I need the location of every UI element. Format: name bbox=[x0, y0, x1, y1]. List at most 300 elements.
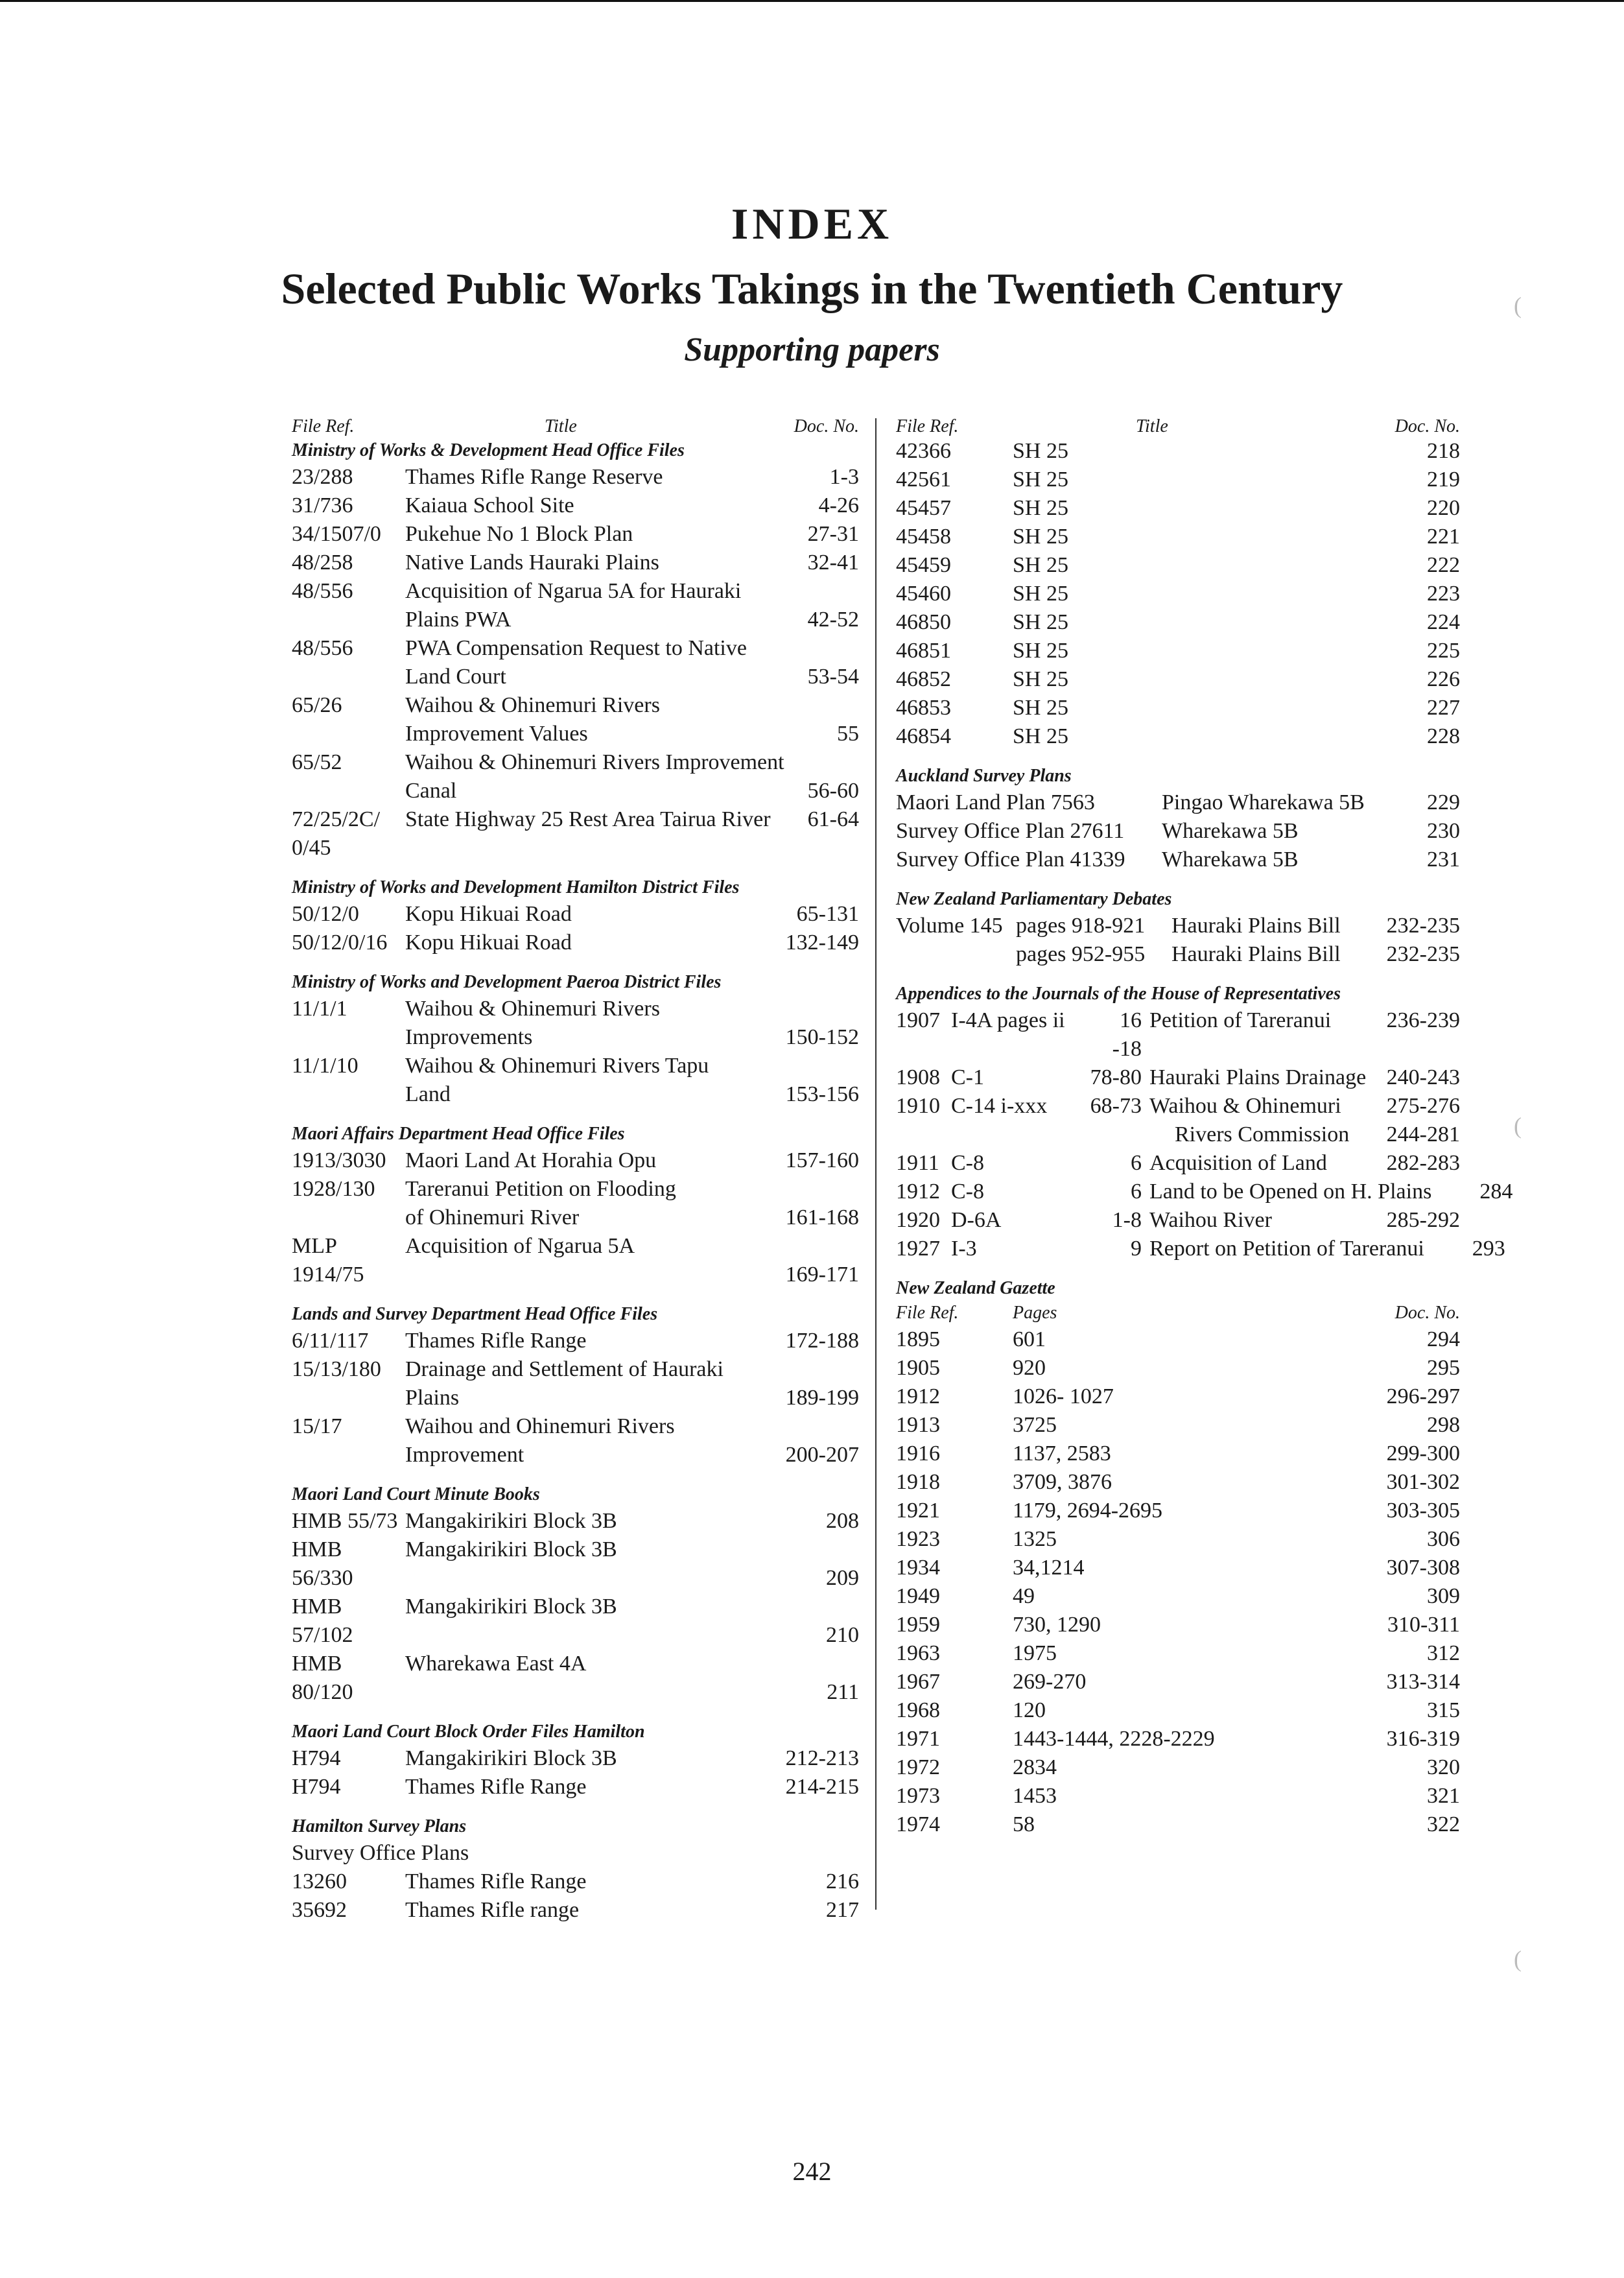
index-entry bbox=[292, 805, 859, 834]
pages: 2834 bbox=[1013, 1755, 1057, 1779]
index-entry bbox=[896, 1206, 1460, 1235]
page-range: 68-73 bbox=[1090, 1094, 1142, 1118]
entry-title-continued: Improvement bbox=[405, 1443, 524, 1467]
doc-number: 316-319 bbox=[1386, 1727, 1460, 1751]
index-entry bbox=[292, 1412, 859, 1441]
file-ref: 72/25/2C/ bbox=[292, 807, 381, 831]
doc-number: 315 bbox=[1427, 1698, 1460, 1722]
index-entry bbox=[292, 1146, 859, 1175]
index-entry bbox=[292, 995, 859, 1023]
year: 1949 bbox=[896, 1584, 940, 1608]
index-entry bbox=[292, 634, 859, 663]
scan-top-edge bbox=[0, 0, 1624, 2]
pages: pages 952-955 bbox=[1016, 942, 1146, 966]
doc-number: 223 bbox=[1427, 582, 1460, 606]
entry-title: Wharekawa East 4A bbox=[405, 1652, 587, 1676]
index-entry bbox=[896, 523, 1460, 551]
pages: 1179, 2694-2695 bbox=[1013, 1499, 1163, 1523]
index-entry bbox=[292, 1593, 859, 1650]
section-heading: Lands and Survey Department Head Office Files bbox=[292, 1304, 658, 1324]
doc-number: 217 bbox=[826, 1898, 859, 1922]
entry-title: Tareranui Petition on Flooding bbox=[405, 1177, 676, 1201]
year: 1908 bbox=[896, 1065, 940, 1089]
index-entry bbox=[896, 1696, 1460, 1725]
doc-number: 32-41 bbox=[807, 551, 859, 575]
doc-number: 208 bbox=[826, 1509, 859, 1533]
gazette-header bbox=[896, 1301, 1460, 1325]
index-entry bbox=[896, 494, 1460, 523]
file-ref: H794 bbox=[292, 1775, 341, 1799]
pages: 269-270 bbox=[1013, 1670, 1087, 1694]
index-entry-continued bbox=[292, 1384, 859, 1412]
doc-number: 296-297 bbox=[1386, 1384, 1460, 1408]
block-name: Wharekawa 5B bbox=[1162, 819, 1299, 843]
index-entry bbox=[896, 1006, 1460, 1063]
column-header bbox=[292, 409, 859, 437]
index-entry bbox=[896, 1611, 1460, 1639]
doc-number: 313-314 bbox=[1386, 1670, 1460, 1694]
file-ref: 48/556 bbox=[292, 579, 353, 603]
index-entry bbox=[896, 1468, 1460, 1497]
entry-title: SH 25 bbox=[1013, 468, 1068, 492]
paper-ref: C-1 bbox=[951, 1065, 984, 1089]
index-entry bbox=[292, 1327, 859, 1355]
index-entry bbox=[896, 1092, 1460, 1121]
doc-number: 219 bbox=[1427, 468, 1460, 492]
index-entry bbox=[896, 1725, 1460, 1753]
index-entry bbox=[896, 1354, 1460, 1382]
section-heading: Auckland Survey Plans bbox=[896, 766, 1072, 786]
year: 1918 bbox=[896, 1470, 940, 1494]
index-entry bbox=[292, 463, 859, 492]
entry-title: Hauraki Plains Bill bbox=[1171, 914, 1341, 938]
page-number: 242 bbox=[792, 2157, 832, 2186]
page-range: 6 bbox=[1131, 1180, 1142, 1204]
file-ref: 45458 bbox=[896, 525, 951, 549]
scan-mark: ( bbox=[1514, 1946, 1522, 1972]
year: 1934 bbox=[896, 1556, 940, 1580]
file-ref-blank bbox=[292, 1080, 405, 1109]
index-entry bbox=[896, 551, 1460, 580]
index-entry bbox=[292, 1650, 859, 1707]
pages: 1137, 2583 bbox=[1013, 1442, 1111, 1465]
entry-title: Waihou & Ohinemuri bbox=[1149, 1094, 1341, 1118]
doc-number: 55 bbox=[837, 722, 859, 746]
index-entry bbox=[292, 1773, 859, 1801]
index-entry bbox=[896, 1440, 1460, 1468]
index-entry bbox=[896, 1497, 1460, 1525]
col-header-doc: Doc. No. bbox=[1395, 416, 1460, 436]
entry-title: SH 25 bbox=[1013, 639, 1068, 663]
section-heading: Hamilton Survey Plans bbox=[292, 1816, 467, 1836]
entry-title: Waihou and Ohinemuri Rivers bbox=[405, 1414, 675, 1438]
section-heading: Appendices to the Journals of the House of Representatives bbox=[896, 984, 1341, 1004]
page-range: 78-80 bbox=[1090, 1065, 1142, 1089]
index-entry bbox=[292, 1355, 859, 1384]
file-ref: MLP 1914/75 bbox=[292, 1234, 364, 1287]
col-header-ref: File Ref. bbox=[896, 416, 959, 436]
year: 1912 bbox=[896, 1384, 940, 1408]
paper-ref: D-6A bbox=[951, 1208, 1002, 1232]
entry-title: Kopu Hikuai Road bbox=[405, 902, 572, 926]
doc-number: 214-215 bbox=[785, 1775, 859, 1799]
file-ref: 11/1/1 bbox=[292, 997, 347, 1021]
entry-title: Thames Rifle Range bbox=[405, 1329, 587, 1353]
file-ref: 6/11/117 bbox=[292, 1329, 369, 1353]
doc-number: 294 bbox=[1427, 1327, 1460, 1351]
pages: 49 bbox=[1013, 1584, 1035, 1608]
doc-number: 320 bbox=[1427, 1755, 1460, 1779]
entry-title-continued: Land Court bbox=[405, 665, 506, 689]
doc-number: 244-281 bbox=[1386, 1122, 1460, 1146]
entry-title: Petition of Tareranui bbox=[1149, 1008, 1332, 1032]
doc-number: 228 bbox=[1427, 724, 1460, 748]
entry-title: Mangakirikiri Block 3B bbox=[405, 1509, 617, 1533]
file-ref: 50/12/0 bbox=[292, 902, 359, 926]
entry-title: Kaiaua School Site bbox=[405, 493, 574, 517]
pages: 3725 bbox=[1013, 1413, 1057, 1437]
entry-title: SH 25 bbox=[1013, 553, 1068, 577]
file-ref: 48/258 bbox=[292, 551, 353, 575]
index-entry-continued bbox=[292, 1023, 859, 1052]
index-entry-continued bbox=[292, 1204, 859, 1232]
entry-title: Acquisition of Ngarua 5A for Hauraki bbox=[405, 579, 742, 603]
year: 1921 bbox=[896, 1499, 940, 1523]
entry-title: Kopu Hikuai Road bbox=[405, 931, 572, 955]
entry-title-continued: Plains bbox=[405, 1386, 460, 1410]
file-ref-blank bbox=[292, 606, 405, 634]
index-entry bbox=[896, 437, 1460, 466]
doc-number: 295 bbox=[1427, 1356, 1460, 1380]
index-entry bbox=[896, 817, 1460, 846]
doc-number: 221 bbox=[1427, 525, 1460, 549]
entry-title: Thames Rifle Range bbox=[405, 1869, 587, 1893]
section-heading: Ministry of Works and Development Hamilton District Files bbox=[292, 877, 740, 897]
index-entry bbox=[896, 1063, 1460, 1092]
section-heading: Ministry of Works & Development Head Office Files bbox=[292, 440, 685, 460]
index-entry bbox=[896, 665, 1460, 694]
spacer bbox=[896, 1121, 1175, 1149]
index-entry bbox=[896, 789, 1460, 817]
index-entry bbox=[896, 608, 1460, 637]
year: 1907 bbox=[896, 1008, 940, 1032]
doc-number: 229 bbox=[1427, 790, 1460, 814]
page-range: 1-8 bbox=[1112, 1208, 1142, 1232]
entry-title: PWA Compensation Request to Native bbox=[405, 636, 747, 660]
file-ref: 45457 bbox=[896, 496, 951, 520]
index-entry bbox=[896, 1554, 1460, 1582]
pages: 3709, 3876 bbox=[1013, 1470, 1112, 1494]
paper-ref: C-8 bbox=[951, 1151, 984, 1175]
year: 1913 bbox=[896, 1413, 940, 1437]
entry-title: SH 25 bbox=[1013, 696, 1068, 720]
col-header-title: Title bbox=[1136, 416, 1168, 436]
col-header-ref: File Ref. bbox=[292, 416, 355, 436]
file-ref-blank bbox=[292, 1023, 405, 1052]
entry-title: Acquisition of Ngarua 5A bbox=[405, 1234, 635, 1258]
pages: 920 bbox=[1013, 1356, 1046, 1380]
doc-number: 225 bbox=[1427, 639, 1460, 663]
doc-number: 275-276 bbox=[1386, 1094, 1460, 1118]
survey-plan: Survey Office Plan 27611 bbox=[896, 819, 1125, 843]
doc-number: 150-152 bbox=[785, 1025, 859, 1049]
index-entry-continued bbox=[292, 720, 859, 748]
index-entry bbox=[896, 580, 1460, 608]
file-ref: HMB 80/120 bbox=[292, 1652, 353, 1704]
column-divider bbox=[875, 418, 877, 1910]
doc-number: 231 bbox=[1427, 848, 1460, 872]
page-header bbox=[0, 195, 1624, 376]
year: 1912 bbox=[896, 1180, 940, 1204]
entry-title: SH 25 bbox=[1013, 667, 1068, 691]
file-ref-blank bbox=[292, 777, 405, 805]
entry-title-continued: Improvements bbox=[405, 1025, 533, 1049]
pages: 1026- 1027 bbox=[1013, 1384, 1114, 1408]
entry-title: SH 25 bbox=[1013, 610, 1068, 634]
index-entry bbox=[896, 1810, 1460, 1839]
index-entry bbox=[896, 1149, 1460, 1178]
index-entry bbox=[292, 1052, 859, 1080]
index-entry bbox=[896, 1668, 1460, 1696]
block-name: Wharekawa 5B bbox=[1162, 848, 1299, 872]
doc-number: 226 bbox=[1427, 667, 1460, 691]
index-entry bbox=[292, 1232, 859, 1289]
index-entry bbox=[896, 1325, 1460, 1354]
year: 1910 bbox=[896, 1094, 940, 1118]
doc-number: 169-171 bbox=[785, 1263, 859, 1287]
col-header-doc: Doc. No. bbox=[794, 416, 859, 436]
doc-number: 1-3 bbox=[829, 465, 859, 489]
entry-title-continued: Canal bbox=[405, 779, 457, 803]
index-entry bbox=[896, 1782, 1460, 1810]
survey-plan: Survey Office Plan 41339 bbox=[896, 848, 1125, 872]
col-header-title: Title bbox=[545, 416, 577, 436]
doc-number: 307-308 bbox=[1386, 1556, 1460, 1580]
file-ref: HMB 56/330 bbox=[292, 1537, 353, 1590]
file-ref-blank bbox=[292, 1384, 405, 1412]
paper-ref: C-8 bbox=[951, 1180, 984, 1204]
doc-number: 284 bbox=[1479, 1180, 1513, 1204]
file-ref: 46851 bbox=[896, 639, 951, 663]
index-entry-continued bbox=[292, 777, 859, 805]
doc-number: 236-239 bbox=[1386, 1008, 1460, 1032]
file-ref-blank bbox=[292, 1204, 405, 1232]
file-ref: 35692 bbox=[292, 1898, 347, 1922]
index-entry bbox=[896, 1178, 1513, 1206]
entry-title: SH 25 bbox=[1013, 496, 1068, 520]
doc-number: 216 bbox=[826, 1869, 859, 1893]
file-ref-blank bbox=[292, 1441, 405, 1469]
doc-number: 222 bbox=[1427, 553, 1460, 577]
paper-ref: I-3 bbox=[951, 1237, 977, 1261]
entry-title: Land to be Opened on H. Plains bbox=[1149, 1180, 1432, 1204]
entry-title: Pukehue No 1 Block Plan bbox=[405, 522, 633, 546]
index-entry-continued bbox=[292, 606, 859, 634]
file-ref: 65/26 bbox=[292, 693, 342, 717]
doc-number: 306 bbox=[1427, 1527, 1460, 1551]
file-ref: 45460 bbox=[896, 582, 951, 606]
doc-number: 161-168 bbox=[785, 1205, 859, 1229]
doc-number: 56-60 bbox=[807, 779, 859, 803]
entry-title-continued: Land bbox=[405, 1082, 451, 1106]
entry-title: Waihou River bbox=[1149, 1208, 1272, 1232]
doc-number: 309 bbox=[1427, 1584, 1460, 1608]
page-range: 9 bbox=[1131, 1237, 1142, 1261]
doc-number: 209 bbox=[826, 1566, 859, 1590]
left-column bbox=[292, 409, 859, 1925]
survey-plan: Maori Land Plan 7563 bbox=[896, 790, 1095, 814]
pages: 1325 bbox=[1013, 1527, 1057, 1551]
year: 1920 bbox=[896, 1208, 940, 1232]
doc-number: 227 bbox=[1427, 696, 1460, 720]
entry-title: Thames Rifle Range bbox=[405, 1775, 587, 1799]
right-column bbox=[896, 409, 1513, 1839]
doc-number: 240-243 bbox=[1386, 1065, 1460, 1089]
index-entry bbox=[292, 1507, 859, 1536]
file-ref: 65/52 bbox=[292, 750, 342, 774]
doc-number: 224 bbox=[1427, 610, 1460, 634]
index-entry bbox=[896, 722, 1460, 751]
year: 1923 bbox=[896, 1527, 940, 1551]
index-entry bbox=[292, 900, 859, 929]
section-heading: Ministry of Works and Development Paeroa District Files bbox=[292, 972, 722, 992]
pages: 1975 bbox=[1013, 1641, 1057, 1665]
file-ref: 1928/130 bbox=[292, 1177, 375, 1201]
col-header-ref: File Ref. bbox=[896, 1303, 959, 1323]
file-ref: 42561 bbox=[896, 468, 951, 492]
doc-number: 293 bbox=[1472, 1237, 1505, 1261]
doc-number: 310-311 bbox=[1387, 1613, 1460, 1637]
file-ref: 46853 bbox=[896, 696, 951, 720]
section-subline: Survey Office Plans bbox=[292, 1841, 469, 1865]
doc-number: 53-54 bbox=[807, 665, 859, 689]
pages: 1443-1444, 2228-2229 bbox=[1013, 1727, 1215, 1751]
entry-title: Mangakirikiri Block 3B bbox=[405, 1537, 617, 1561]
doc-number: 232-235 bbox=[1386, 914, 1460, 938]
pages: 120 bbox=[1013, 1698, 1046, 1722]
doc-number: 200-207 bbox=[785, 1443, 859, 1467]
file-ref: 1913/3030 bbox=[292, 1148, 386, 1172]
file-ref: 42366 bbox=[896, 439, 951, 463]
index-entry bbox=[292, 929, 859, 957]
file-ref: 46852 bbox=[896, 667, 951, 691]
year: 1963 bbox=[896, 1641, 940, 1665]
entry-title: SH 25 bbox=[1013, 724, 1068, 748]
index-entry bbox=[292, 1175, 859, 1204]
file-ref: 23/288 bbox=[292, 465, 353, 489]
index-entry bbox=[292, 1744, 859, 1773]
doc-number: 211 bbox=[827, 1680, 859, 1704]
entry-title: Report on Petition of Tareranui bbox=[1149, 1237, 1424, 1261]
index-entry bbox=[896, 912, 1460, 940]
doc-number: 282-283 bbox=[1386, 1151, 1460, 1175]
index-entry bbox=[292, 492, 859, 520]
doc-number: 61-64 bbox=[807, 807, 859, 831]
year: 1974 bbox=[896, 1812, 940, 1836]
doc-number: 285-292 bbox=[1386, 1208, 1460, 1232]
file-ref-blank bbox=[292, 663, 405, 691]
file-ref: 50/12/0/16 bbox=[292, 931, 388, 955]
entry-title: Waihou & Ohinemuri Rivers bbox=[405, 997, 660, 1021]
doc-number: 42-52 bbox=[807, 608, 859, 632]
doc-number: 298 bbox=[1427, 1413, 1460, 1437]
section-heading: New Zealand Gazette bbox=[896, 1278, 1055, 1298]
doc-number: 27-31 bbox=[807, 522, 859, 546]
page-range: 16 -18 bbox=[1112, 1008, 1142, 1061]
index-entry bbox=[896, 1582, 1460, 1611]
page-title: Selected Public Works Takings in the Twentieth Century bbox=[281, 264, 1343, 313]
index-entry bbox=[292, 1896, 859, 1925]
volume bbox=[896, 940, 1016, 969]
year: 1971 bbox=[896, 1727, 940, 1751]
year: 1916 bbox=[896, 1442, 940, 1465]
index-entry bbox=[896, 846, 1460, 874]
year: 1895 bbox=[896, 1327, 940, 1351]
column-header bbox=[896, 409, 1460, 437]
file-ref-continued: 0/45 bbox=[292, 836, 331, 860]
pages: 1453 bbox=[1013, 1784, 1057, 1808]
col-header-doc: Doc. No. bbox=[1395, 1303, 1460, 1323]
doc-number: 303-305 bbox=[1386, 1499, 1460, 1523]
index-entry bbox=[896, 1382, 1460, 1411]
index-entry-continued bbox=[292, 1441, 859, 1469]
file-ref: 34/1507/0 bbox=[292, 522, 381, 546]
doc-number: 218 bbox=[1427, 439, 1460, 463]
doc-number: 172-188 bbox=[785, 1329, 859, 1353]
entry-title: Waihou & Ohinemuri Rivers Improvement bbox=[405, 750, 784, 774]
year: 1927 bbox=[896, 1237, 940, 1261]
year: 1959 bbox=[896, 1613, 940, 1637]
doc-number: 4-26 bbox=[818, 493, 859, 517]
entry-title: Thames Rifle Range Reserve bbox=[405, 465, 663, 489]
file-ref: HMB 57/102 bbox=[292, 1595, 353, 1647]
entry-title: Maori Land At Horahia Opu bbox=[405, 1148, 657, 1172]
entry-title: Thames Rifle range bbox=[405, 1898, 580, 1922]
entry-title: Mangakirikiri Block 3B bbox=[405, 1595, 617, 1619]
doc-number: 232-235 bbox=[1386, 942, 1460, 966]
paper-ref: I-4A pages ii bbox=[951, 1008, 1065, 1032]
doc-number: 212-213 bbox=[785, 1746, 859, 1770]
doc-number: 220 bbox=[1427, 496, 1460, 520]
entry-title: Native Lands Hauraki Plains bbox=[405, 551, 659, 575]
doc-number: 189-199 bbox=[785, 1386, 859, 1410]
file-ref: 15/13/180 bbox=[292, 1357, 381, 1381]
pages: 58 bbox=[1013, 1812, 1035, 1836]
year: 1972 bbox=[896, 1755, 940, 1779]
entry-title: Mangakirikiri Block 3B bbox=[405, 1746, 617, 1770]
file-ref: 15/17 bbox=[292, 1414, 342, 1438]
entry-title-continued: Rivers Commission bbox=[1175, 1122, 1350, 1146]
index-entry-continued bbox=[292, 1080, 859, 1109]
doc-number: 321 bbox=[1427, 1784, 1460, 1808]
index-entry bbox=[896, 1639, 1460, 1668]
file-ref: 48/556 bbox=[292, 636, 353, 660]
index-entry-continued bbox=[896, 1121, 1460, 1149]
year: 1973 bbox=[896, 1784, 940, 1808]
entry-title-continued: Plains PWA bbox=[405, 608, 512, 632]
index-entry bbox=[896, 1525, 1460, 1554]
page-subtitle: Supporting papers bbox=[684, 331, 940, 368]
entry-title: Hauraki Plains Drainage bbox=[1149, 1065, 1367, 1089]
entry-title: Waihou & Ohinemuri Rivers Tapu bbox=[405, 1054, 709, 1078]
pages: 34,1214 bbox=[1013, 1556, 1085, 1580]
index-entry bbox=[292, 691, 859, 720]
doc-number: 132-149 bbox=[785, 931, 859, 955]
entry-title: Waihou & Ohinemuri Rivers bbox=[405, 693, 660, 717]
index-entry bbox=[292, 520, 859, 549]
scan-mark: ( bbox=[1514, 292, 1522, 318]
index-entry bbox=[292, 1536, 859, 1593]
